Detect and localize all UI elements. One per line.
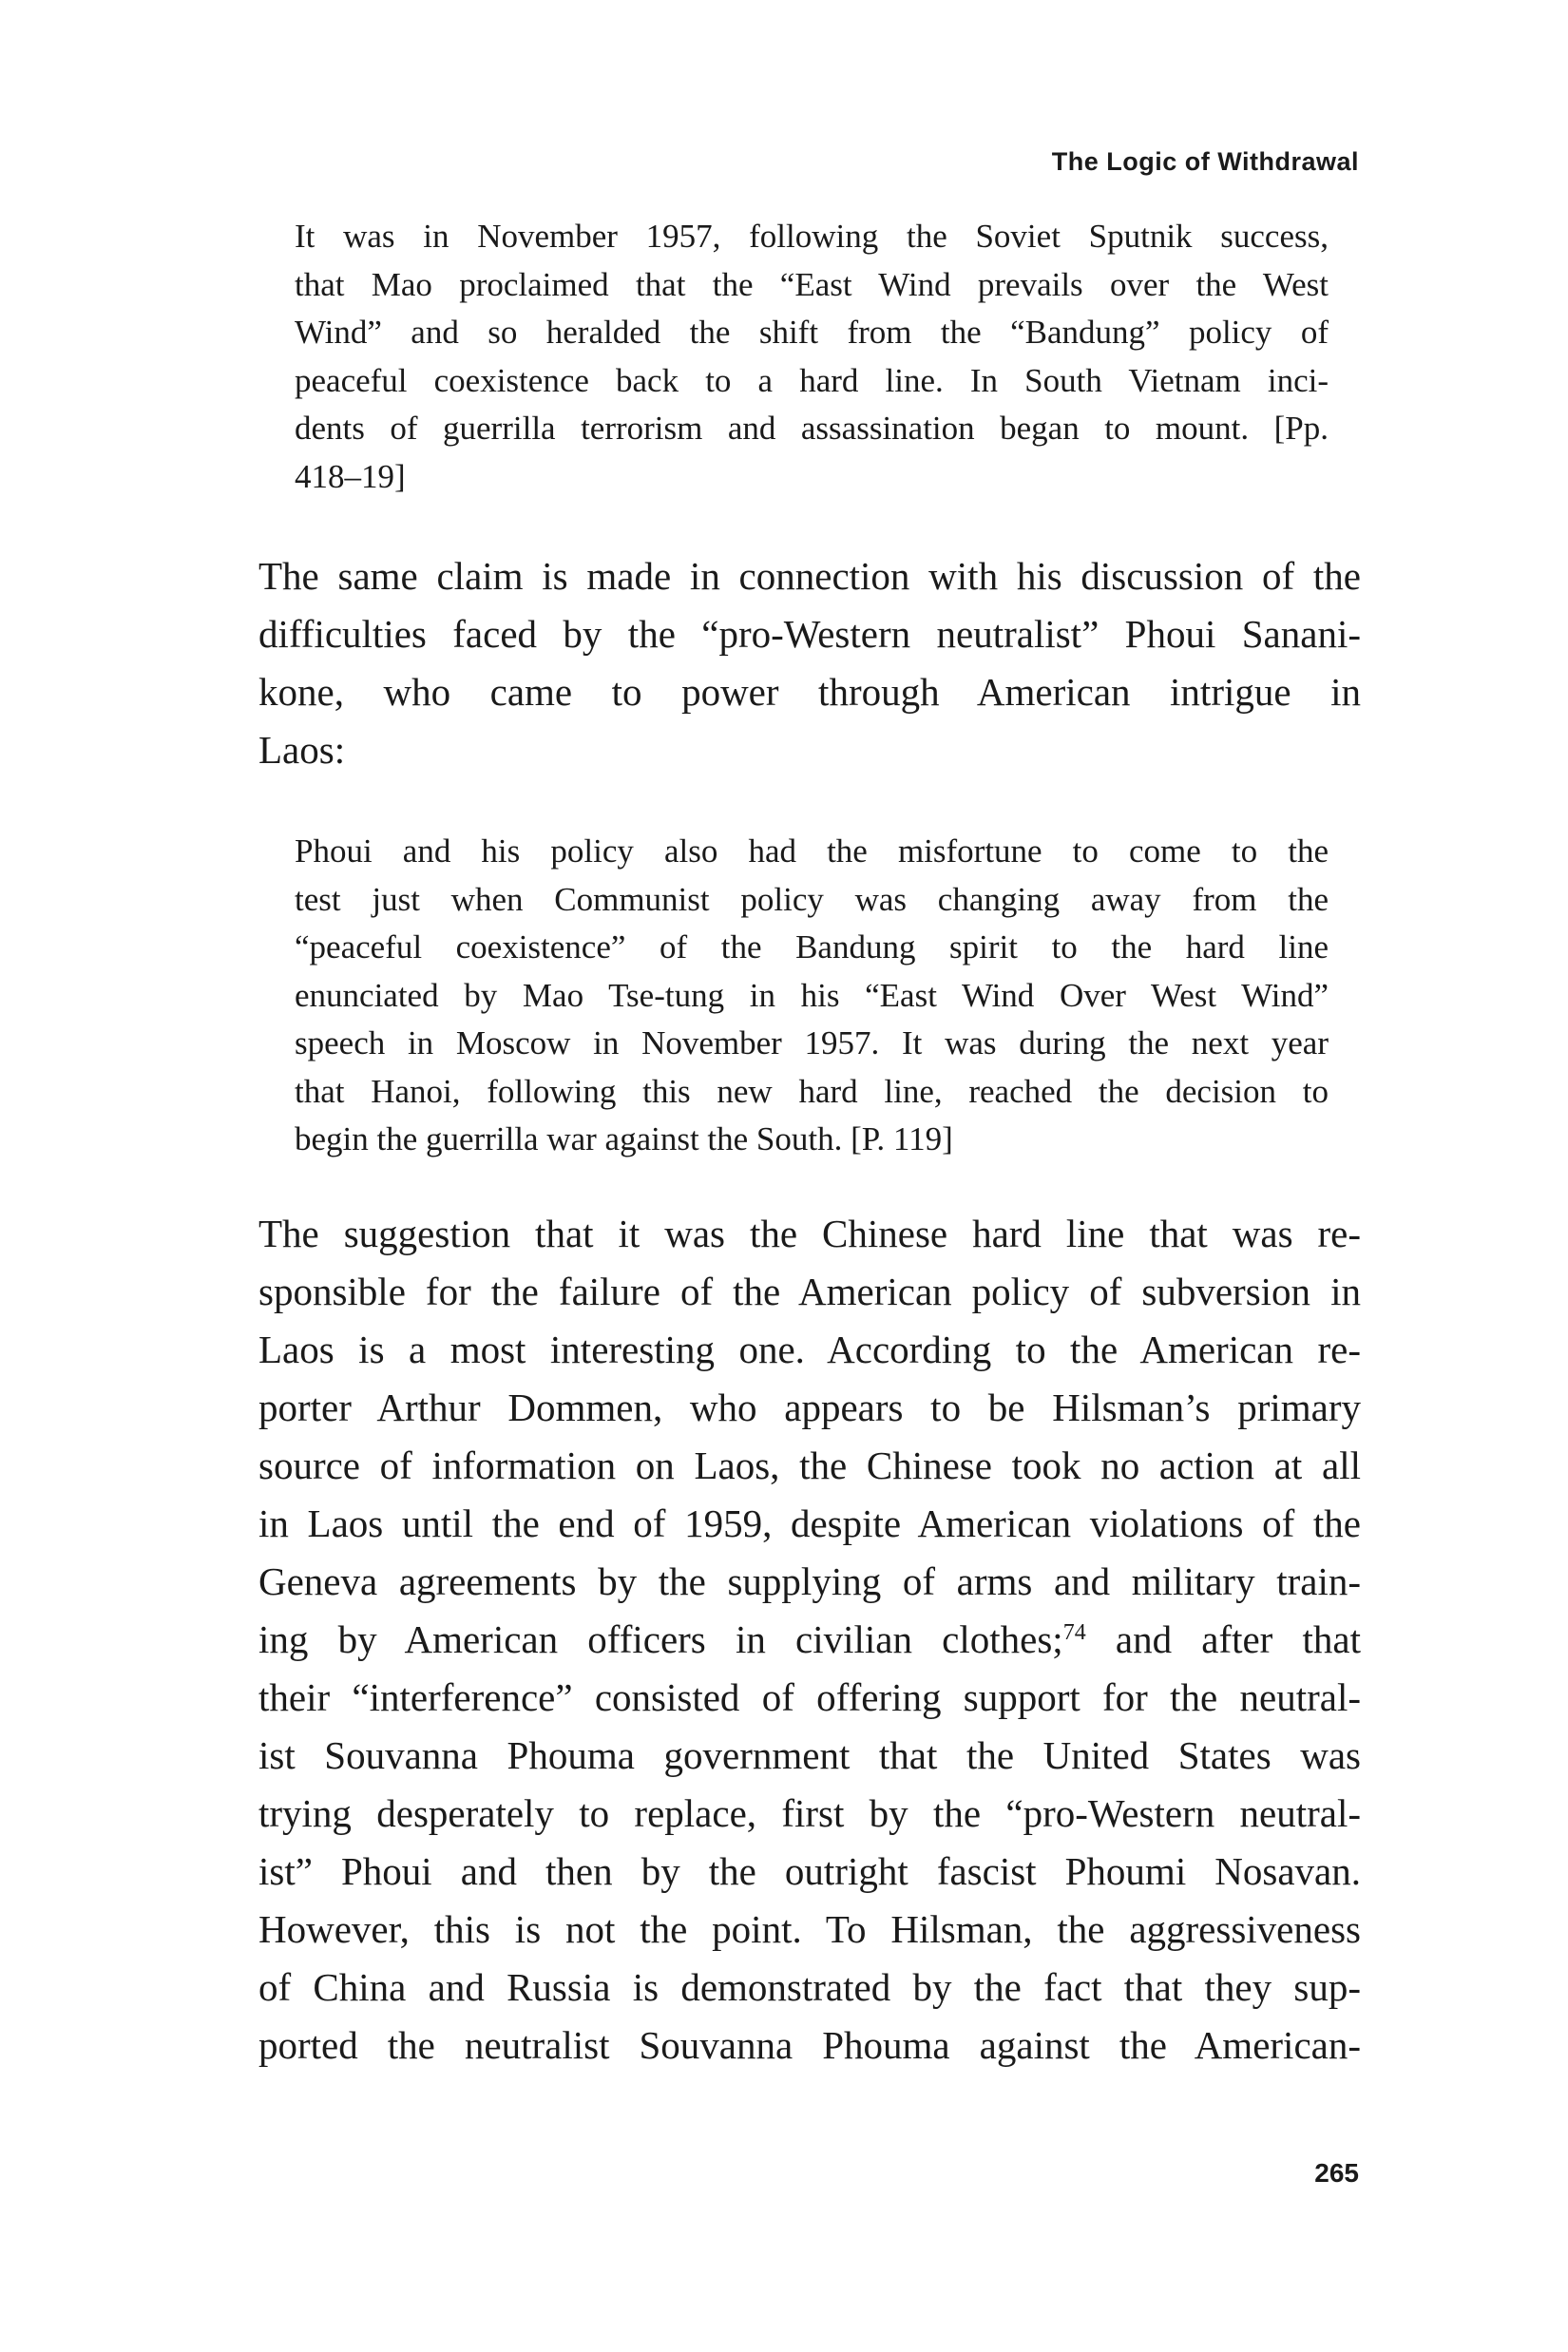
quote-line: enunciated by Mao Tse-tung in his “East Wind Over West Wind” (295, 976, 1329, 1014)
paragraph-line: of China and Russia is demonstrated by the fact that they sup- (258, 1965, 1361, 2009)
paragraph-line: difficulties faced by the “pro-Western neutralist” Phoui Sanani- (258, 612, 1361, 656)
page-number: 265 (1314, 2158, 1359, 2188)
paragraph-text: and after that (1085, 1617, 1361, 1661)
quote-line: dents of guerrilla terrorism and assassination began to mount. [Pp. (295, 410, 1329, 447)
paragraph-line: porter Arthur Dommen, who appears to be Hilsman’s primary (258, 1386, 1361, 1429)
quote-line: “peaceful coexistence” of the Bandung spirit to the hard line (295, 928, 1329, 966)
paragraph-line: ported the neutralist Souvanna Phouma against the American- (258, 2023, 1361, 2067)
paragraph-line: ist” Phoui and then by the outright fascist Phoumi Nosavan. (258, 1849, 1361, 1893)
paragraph-line: sponsible for the failure of the American policy of subversion in (258, 1270, 1361, 1313)
body-paragraph-claim (258, 547, 1361, 779)
quote-line: Wind” and so heralded the shift from the “Bandung” policy of (295, 314, 1329, 351)
block-quote-sputnik (295, 213, 1329, 501)
quote-line: 418–19] (295, 457, 406, 495)
paragraph-line: The same claim is made in connection with his discussion of the (258, 554, 1361, 598)
quote-line: that Mao proclaimed that the “East Wind prevails over the West (295, 265, 1329, 303)
paragraph-line: Geneva agreements by the supplying of arms and military train- (258, 1559, 1361, 1603)
quote-line: Phoui and his policy also had the misfortune to come to the (295, 832, 1329, 870)
block-quote-phoui (295, 828, 1329, 1164)
paragraph-line: ist Souvanna Phouma government that the United States was (258, 1733, 1361, 1777)
paragraph-line: kone, who came to power through American intrigue in (258, 670, 1361, 714)
paragraph-text: ing by American officers in civilian clothes; (258, 1617, 1063, 1661)
paragraph-line: However, this is not the point. To Hilsman, the aggressiveness (258, 1907, 1361, 1951)
paragraph-line: Laos: (258, 728, 346, 772)
paragraph-line: Laos is a most interesting one. According to the American re- (258, 1328, 1361, 1371)
body-paragraph-suggestion (258, 1205, 1361, 2075)
paragraph-line: in Laos until the end of 1959, despite American violations of the (258, 1501, 1361, 1545)
paragraph-line: their “interference” consisted of offering support for the neutral- (258, 1675, 1361, 1719)
quote-line: that Hanoi, following this new hard line, reached the decision to (295, 1072, 1329, 1110)
quote-line: It was in November 1957, following the Soviet Sputnik success, (295, 218, 1329, 255)
quote-line: speech in Moscow in November 1957. It was during the next year (295, 1024, 1329, 1061)
footnote-marker: 74 (1062, 1620, 1086, 1645)
running-head: The Logic of Withdrawal (1051, 147, 1359, 176)
paragraph-line-with-footnote (258, 1611, 1361, 1669)
paragraph-line: trying desperately to replace, first by the “pro-Western neutral- (258, 1791, 1361, 1835)
quote-line: test just when Communist policy was changing away from the (295, 880, 1329, 918)
quote-line: begin the guerrilla war against the South. [P. 119] (295, 1120, 953, 1157)
paragraph-line: The suggestion that it was the Chinese hard line that was re- (258, 1212, 1361, 1255)
quote-line: peaceful coexistence back to a hard line. In South Vietnam inci- (295, 361, 1329, 399)
paragraph-line: source of information on Laos, the Chinese took no action at all (258, 1444, 1361, 1487)
